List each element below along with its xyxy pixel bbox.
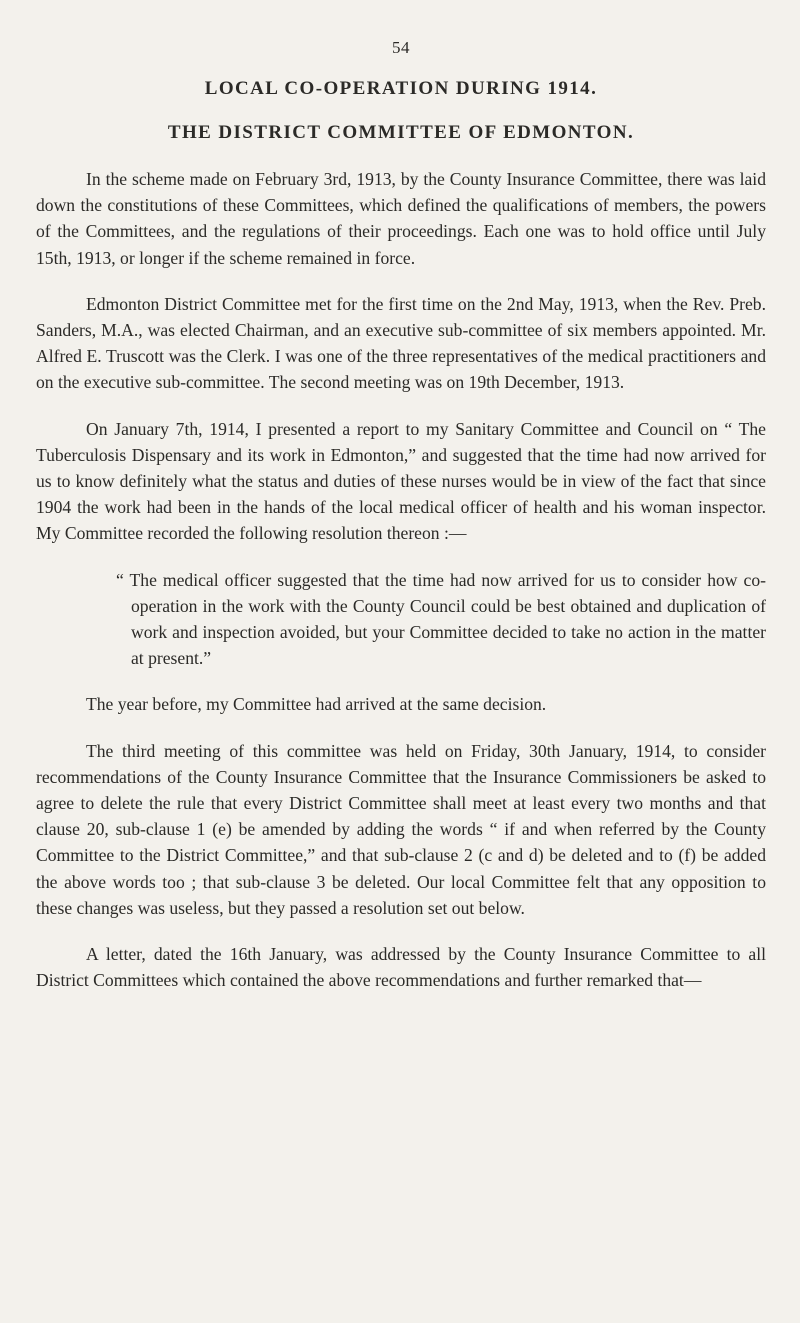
paragraph-report: On January 7th, 1914, I presented a report to my Sanitary Committee and Council on “ The Tuberculosis Dispensary and its work in Edmonton,” and suggested that the time had now arrived for us to know definitely what the status and duties of these nurses would be in view of the fact that since 1904 the work had been in the hands of the local medical officer of health and his woman inspector. My Committee recorded the following resolution thereon :— <box>36 418 766 544</box>
section-heading: LOCAL CO-OPERATION DURING 1914. <box>204 78 598 99</box>
paragraph-third-meeting: The third meeting of this committee was held on Friday, 30th January, 1914, to consider recommendations of the County Insurance Committee that the Insurance Commissioners be asked to agree to delete the rule that every District Committee shall meet at least every two months and that clause 20, sub-clause 1 (e) be amended by adding the words “ if and when referred by the County Committee to the District Committee,” and that sub-clause 2 (c and d) be deleted and to (f) be added the above words too ; that sub-clause 3 be deleted. Our local Committee felt that any opposition to these changes was useless, but they passed a resolution set out below. <box>36 740 766 918</box>
paragraph-year-before: The year before, my Committee had arrived at the same decision. <box>86 694 547 715</box>
paragraph-scheme: In the scheme made on February 3rd, 1913, by the County Insurance Committee, there was laid down the constitutions of these Committees, which defined the qualifications of members, the powers of the Committees, and the regulations of their proceedings. Each one was to hold office until July 15th, 1913, or longer if the scheme remained in force. <box>36 169 766 268</box>
paragraph-first-meeting: Edmonton District Committee met for the first time on the 2nd May, 1913, when the Rev. Preb. Sanders, M.A., was elected Chairman, and an executive sub-committee of six members appointed. Mr. Alfred E. Truscott was the Clerk. I was one of the three representatives of the medical practitioners and on the executive sub-committee. The second meeting was on 19th December, 1913. <box>36 293 766 393</box>
paragraph-letter: A letter, dated the 16th January, was addressed by the County Insurance Committee to all District Committees which contained the above recommendations and further remarked that— <box>36 944 766 991</box>
resolution-quote: “ The medical officer suggested that the time had now arrived for us to consider how co-operation in the work with the County Council could be best obtained and duplication of work and inspection avoided, but your Committee decided to take no action in the matter at present.” <box>116 569 766 669</box>
subsection-heading: THE DISTRICT COMMITTEE OF EDMONTON. <box>167 122 635 143</box>
page-number: 54 <box>392 38 410 57</box>
